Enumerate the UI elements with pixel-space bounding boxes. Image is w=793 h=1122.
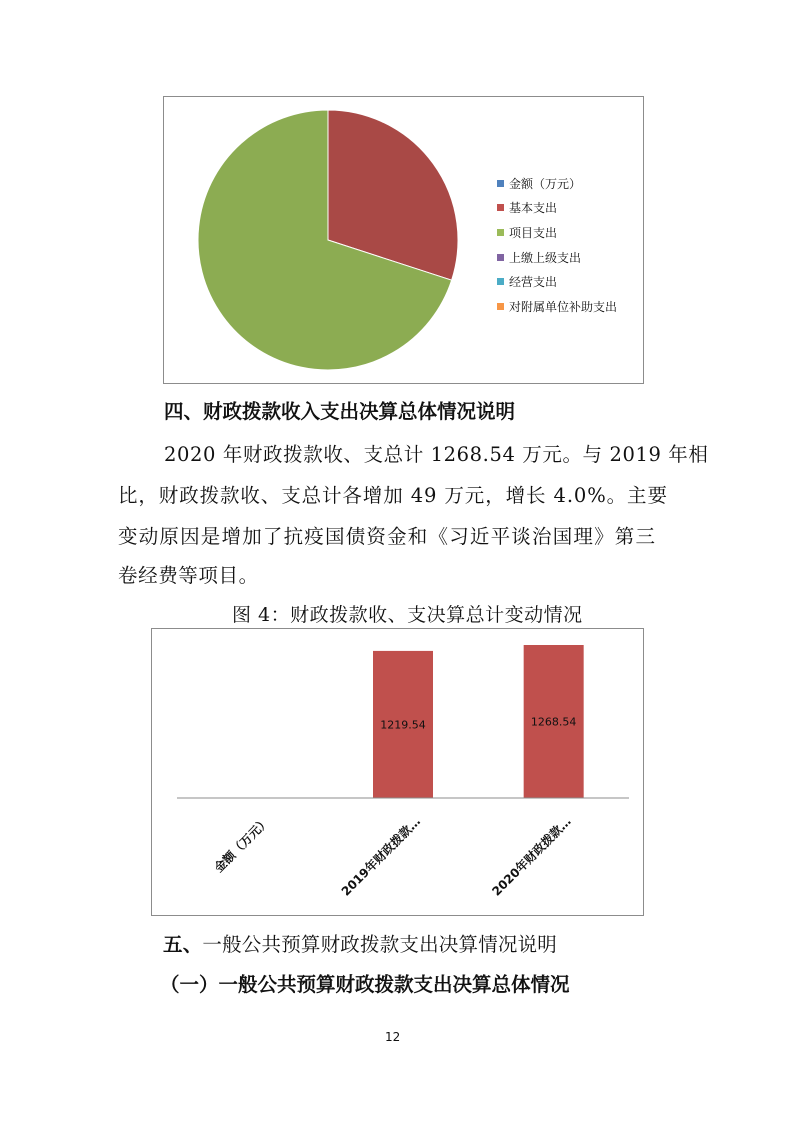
section4-line-4: 卷经费等项目。 [118, 564, 259, 587]
bar-chart [152, 629, 645, 917]
legend-label: 上缴上级支出 [509, 250, 582, 265]
page-number: 12 [385, 1030, 401, 1044]
legend-swatch [497, 303, 504, 310]
figure-caption: 图 4：财政拨款收、支决算总计变动情况 [232, 604, 583, 626]
legend-item-2 [497, 220, 617, 245]
bar-chart-frame [151, 628, 644, 916]
section5-heading-num: 五、 [163, 933, 203, 956]
legend-swatch [497, 180, 504, 187]
section5-heading-text: 一般公共预算财政拨款支出决算情况说明 [202, 933, 558, 956]
legend-label: 经营支出 [509, 275, 558, 290]
section4-heading: 四、财政拨款收入支出决算总体情况说明 [164, 400, 516, 423]
legend-label: 金额（万元） [509, 176, 582, 191]
legend-swatch [497, 278, 504, 285]
legend-item-3 [497, 245, 617, 270]
legend-item-5 [497, 294, 617, 319]
pie-legend [497, 171, 617, 319]
x-tick-label-1: 2019年财政拨款… [338, 814, 424, 899]
legend-swatch [497, 229, 504, 236]
legend-swatch [497, 204, 504, 211]
section5-heading [163, 929, 557, 957]
x-tick-label-0: 金额（万元） [211, 814, 273, 876]
section4-line-1: 2020 年财政拨款收、支总计 1268.54 万元。与 2019 年相 [164, 443, 709, 466]
legend-label: 基本支出 [509, 201, 558, 216]
section4-line-2: 比，财政拨款收、支总计各增加 49 万元，增长 4.0%。主要 [118, 484, 668, 507]
section4-line-3: 变动原因是增加了抗疫国债资金和《习近平谈治国理》第三 [118, 525, 657, 548]
legend-label: 项目支出 [509, 225, 558, 240]
bar-data-label-1: 1219.54 [380, 718, 426, 732]
section5-subheading: （一）一般公共预算财政拨款支出决算总体情况 [160, 973, 570, 996]
legend-item-1 [497, 196, 617, 221]
legend-item-4 [497, 269, 617, 294]
legend-item-0 [497, 171, 617, 196]
x-tick-label-2: 2020年财政拨款… [489, 814, 574, 899]
legend-swatch [497, 254, 504, 261]
pie-chart-frame [163, 96, 644, 384]
legend-label: 对附属单位补助支出 [509, 299, 618, 314]
bar-data-label-2: 1268.54 [530, 715, 577, 729]
